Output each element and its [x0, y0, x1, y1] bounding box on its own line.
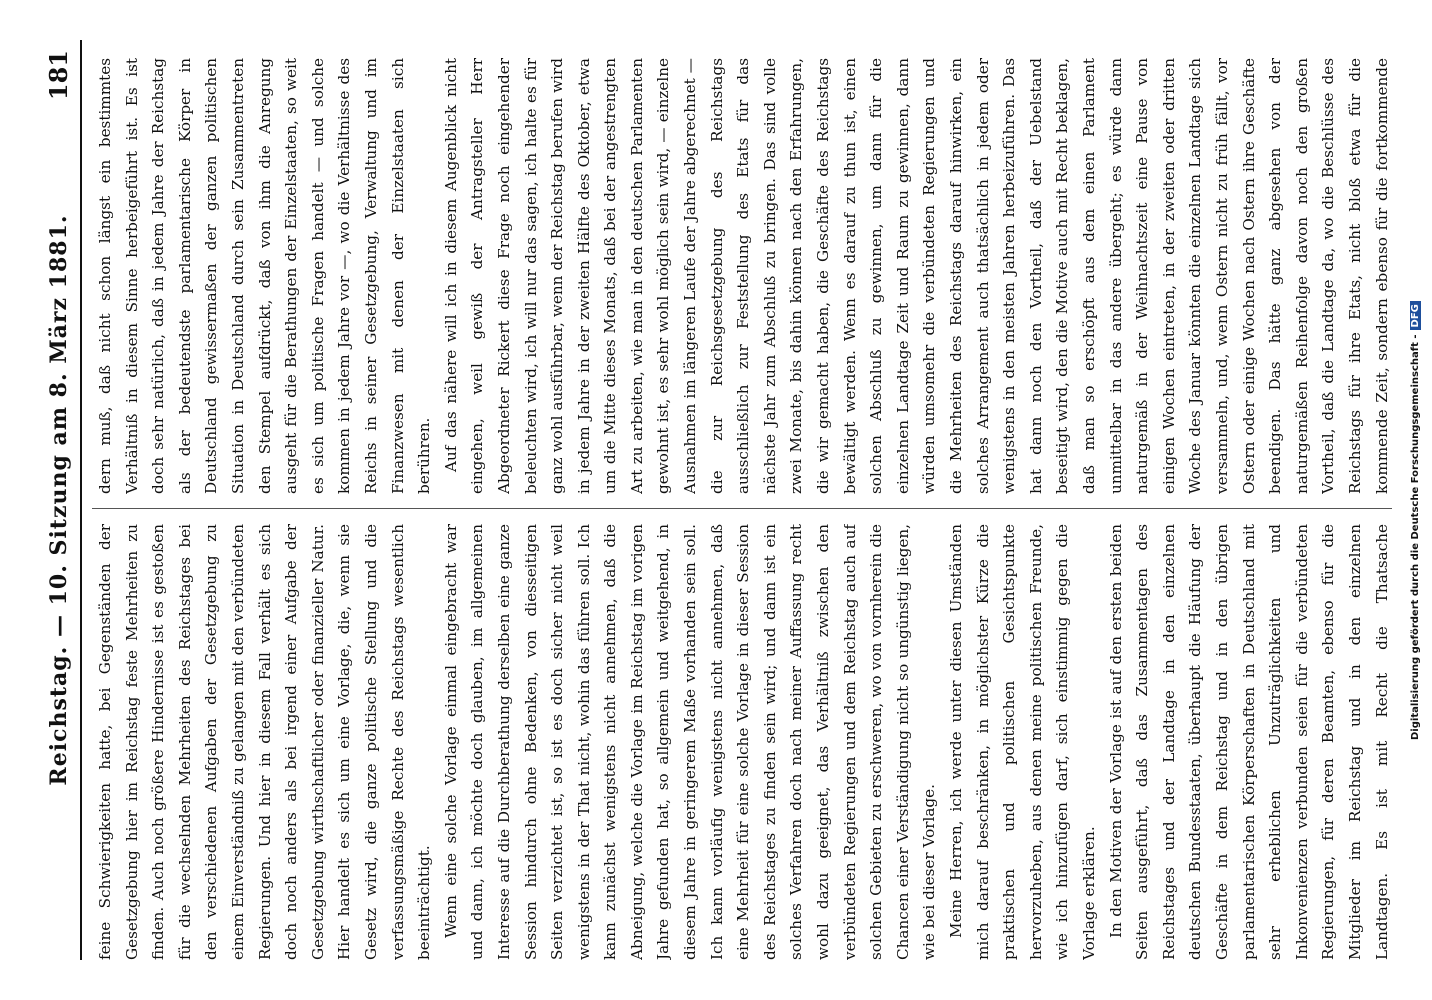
running-title: Reichstag. — 10. Sitzung am 8. März 1881. [46, 214, 72, 786]
paragraph: dern muß, daß nicht schon längst ein bestimmtes Verhältniß in diesem Sinne herbeigeführt ist. Es ist doch sehr natürlich, daß in jedem Jahre der Reichstag als der bedeutendste parlamentarische Körper in Deutschland gewissermaßen der ganzen politischen Situation in Deutschland durch sein Zusammentreten den Stempel aufdrückt, daß von ihm die Anregung ausgeht für die Berathungen der Einzelstaaten, so weit es sich um politische Fragen handelt — und solche kommen in jedem Jahre vor —, wo die Verhältnisse des Reichs in seiner Gesetzgebung, Verwaltung und im Finanzwesen mit denen der Einzelstaaten sich berühren. [96, 58, 434, 494]
left-column [92, 524, 1392, 960]
column-divider [92, 508, 1392, 509]
paragraph: Auf das nähere will ich in diesem Augenblick nicht eingehen, weil gewiß der Antragsteller Herr Abgeordneter Rickert diese Frage noch eingehender beleuchten wird, ich will nur das sagen, ich halte es für ganz wohl ausführbar, wenn der Reichstag berufen wird in jedem Jahre in der zweiten Hälfte des Oktober, etwa um die Mitte dieses Monats, daß bei der angestrengten Art zu arbeiten, wie man in den deutschen Parlamenten gewohnt ist, es sehr wohl möglich sein wird, — einzelne Ausnahmen im längeren Laufe der Jahre abgerechnet — die zur Reichsgesetzgebung des Reichstags ausschließlich zur Feststellung des Etats für das nächste Jahr zum Abschluß zu bringen. Das sind volle zwei Monate, bis dahin können nach den Erfahrungen, die wir gemacht haben, die Geschäfte des Reichstags bewältigt werden. Wenn es darauf zu thun ist, einen solchen Abschluß zu gewinnen, um dann für die einzelnen Landtage Zeit und Raum zu gewinnen, dann würden umsomehr die verbündeten Regierungen und die Mehrheiten des Reichstags darauf hinwirken, ein solches Arrangement auch thatsächlich in jedem oder wenigstens in den meisten Jahren herbeizuführen. Das hat dann noch den Vortheil, daß der Uebelstand beseitigt wird, den die Motive auch mit Recht beklagen, daß man so erschöpft aus dem einen Parlament unmittelbar in das andere übergeht; es würde dann naturgemäß in der Weihnachtszeit eine Pause von einigen Wochen eintreten, in der zweiten oder dritten Woche des Januar könnten die einzelnen Landtage sich versammeln, und, wenn Ostern nicht zu früh fällt, vor Ostern oder einige Wochen nach Ostern ihre Geschäfte beendigen. Das hätte ganz abgesehen von der naturgemäßen Reihenfolge davon noch den großen Vortheil, daß die Landtage da, wo die Beschlüsse des Reichstags für ihre Etats, nicht bloß etwa für die kommende Zeit, sondern ebenso für die fortkommende [441, 58, 1391, 494]
page-number: 181 [44, 50, 73, 101]
running-head [40, 40, 82, 960]
paragraph: Meine Herren, ich werde unter diesen Umständen mich darauf beschränken, in möglichster Kürze die praktischen und politischen Gesichtspunkte hervorzuheben, aus denen meine politischen Freunde, wie ich hinzufügen darf, sich einstimmig gegen die Vorlage erklären. [947, 524, 1098, 960]
rotated-page-content [40, 40, 1410, 960]
paragraph: feine Schwierigkeiten hatte, bei Gegenständen der Gesetzgebung hier im Reichstag feste Mehrheiten zu finden. Auch noch größere Hindernisse ist es gestoßen für die wechselnden Mehrheiten des Reichstages bei den verschiedenen Aufgaben der Gesetzgebung zu einem Einverständniß zu gelangen mit den verbündeten Regierungen. Und hier in diesem Fall verhält es sich doch noch anders als bei irgend einer Aufgabe der Gesetzgebung wirthschaftlicher oder finanzieller Natur. Hier handelt es sich um eine Vorlage, die, wenn sie Gesetz wird, die ganze politische Stellung und die verfassungsmäßige Rechte des Reichstags wesentlich beeinträchtigt. [96, 524, 434, 960]
credit-text: Digitalisierung gefördert durch die Deutsche Forschungsgemeinschaft - [1410, 334, 1421, 740]
dfg-logo: DFG [1410, 301, 1421, 330]
paragraph: In den Motiven der Vorlage ist auf den ersten beiden Seiten ausgeführt, daß das Zusammentagen des Reichstages und der Landtage in den einzelnen deutschen Bundesstaaten, überhaupt die Häufung der Geschäfte in dem Reichstag und in den übrigen parlamentarischen Körperschaften in Deutschland mit sehr erheblichen Unzuträglichkeiten und Inkonvenienzen verbunden seien für die verbündeten Regierungen, für deren Beamten, ebenso für die Mitglieder im Reichstag und in den einzelnen Landtagen. Es ist mit Recht die Thatsache [1106, 524, 1391, 960]
digitization-credit [1410, 40, 1426, 740]
right-column [92, 58, 1392, 494]
paragraph: Wenn eine solche Vorlage einmal eingebracht war und dann, ich möchte doch glauben, im allgemeinen Interesse auf die Durchberathung derselben eine ganze Session hindurch ohne Bedenken, von diesseitigen Seiten verzichtet ist, so ist es doch sicher nicht weil wenigstens in der That nicht, wohin das führen soll. Ich kann zunächst wenigstens nicht annehmen, daß die Abneigung, welche die Vorlage im Reichstag im vorigen Jahre gefunden hat, so allgemein und weitgehend, in diesem Jahre in geringerem Maße vorhanden sein soll. Ich kann vorläufig wenigstens nicht annehmen, daß eine Mehrheit für eine solche Vorlage in dieser Session des Reichstages zu finden sein wird; und dann ist ein solches Verfahren doch nach meiner Auffassung recht wohl dazu geeignet, das Verhältniß zwischen den verbündeten Regierungen und dem Reichstag auch auf solchen Gebieten zu erschweren, wo von vornherein die Chancen einer Verständigung nicht so ungünstig liegen, wie bei dieser Vorlage. [441, 524, 939, 960]
